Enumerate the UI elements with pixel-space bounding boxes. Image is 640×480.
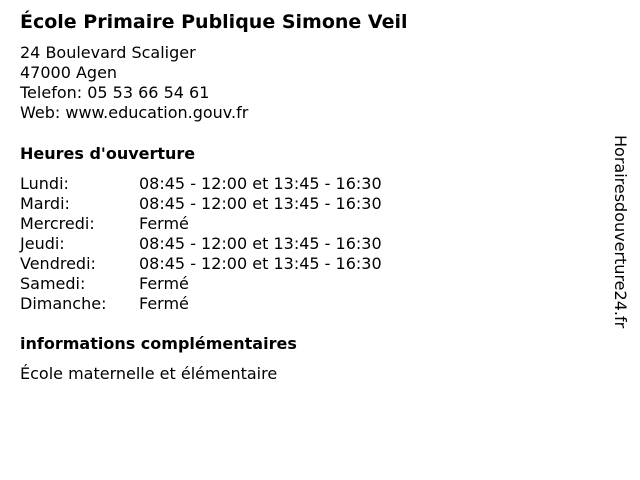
street-address: 24 Boulevard Scaliger xyxy=(20,43,196,62)
day-label: Samedi: xyxy=(20,274,86,293)
hours-row-monday xyxy=(20,174,382,194)
day-label: Mardi: xyxy=(20,194,70,213)
page-title: École Primaire Publique Simone Veil xyxy=(20,11,408,33)
info-text: École maternelle et élémentaire xyxy=(20,364,278,383)
opening-hours-table xyxy=(20,174,382,314)
day-label: Dimanche: xyxy=(20,294,107,313)
day-label: Vendredi: xyxy=(20,254,96,273)
hours-row-friday xyxy=(20,254,382,274)
day-hours: 08:45 - 12:00 et 13:45 - 16:30 xyxy=(139,234,382,253)
hours-heading: Heures d'ouverture xyxy=(20,144,196,163)
day-label: Lundi: xyxy=(20,174,69,193)
day-hours: Fermé xyxy=(139,214,189,233)
day-hours: Fermé xyxy=(139,294,189,313)
day-hours: 08:45 - 12:00 et 13:45 - 16:30 xyxy=(139,194,382,213)
day-label: Mercredi: xyxy=(20,214,95,233)
info-heading: informations complémentaires xyxy=(20,334,297,353)
day-label: Jeudi: xyxy=(20,234,65,253)
site-watermark: Horairesdouverture24.fr xyxy=(611,135,630,329)
hours-row-thursday xyxy=(20,234,382,254)
city: 47000 Agen xyxy=(20,63,118,82)
website: Web: www.education.gouv.fr xyxy=(20,103,249,122)
phone-number: Telefon: 05 53 66 54 61 xyxy=(20,83,210,102)
day-hours: 08:45 - 12:00 et 13:45 - 16:30 xyxy=(139,254,382,273)
hours-row-sunday xyxy=(20,294,382,314)
hours-row-tuesday xyxy=(20,194,382,214)
hours-row-wednesday xyxy=(20,214,382,234)
hours-row-saturday xyxy=(20,274,382,294)
day-hours: 08:45 - 12:00 et 13:45 - 16:30 xyxy=(139,174,382,193)
address-block xyxy=(20,43,248,123)
day-hours: Fermé xyxy=(139,274,189,293)
